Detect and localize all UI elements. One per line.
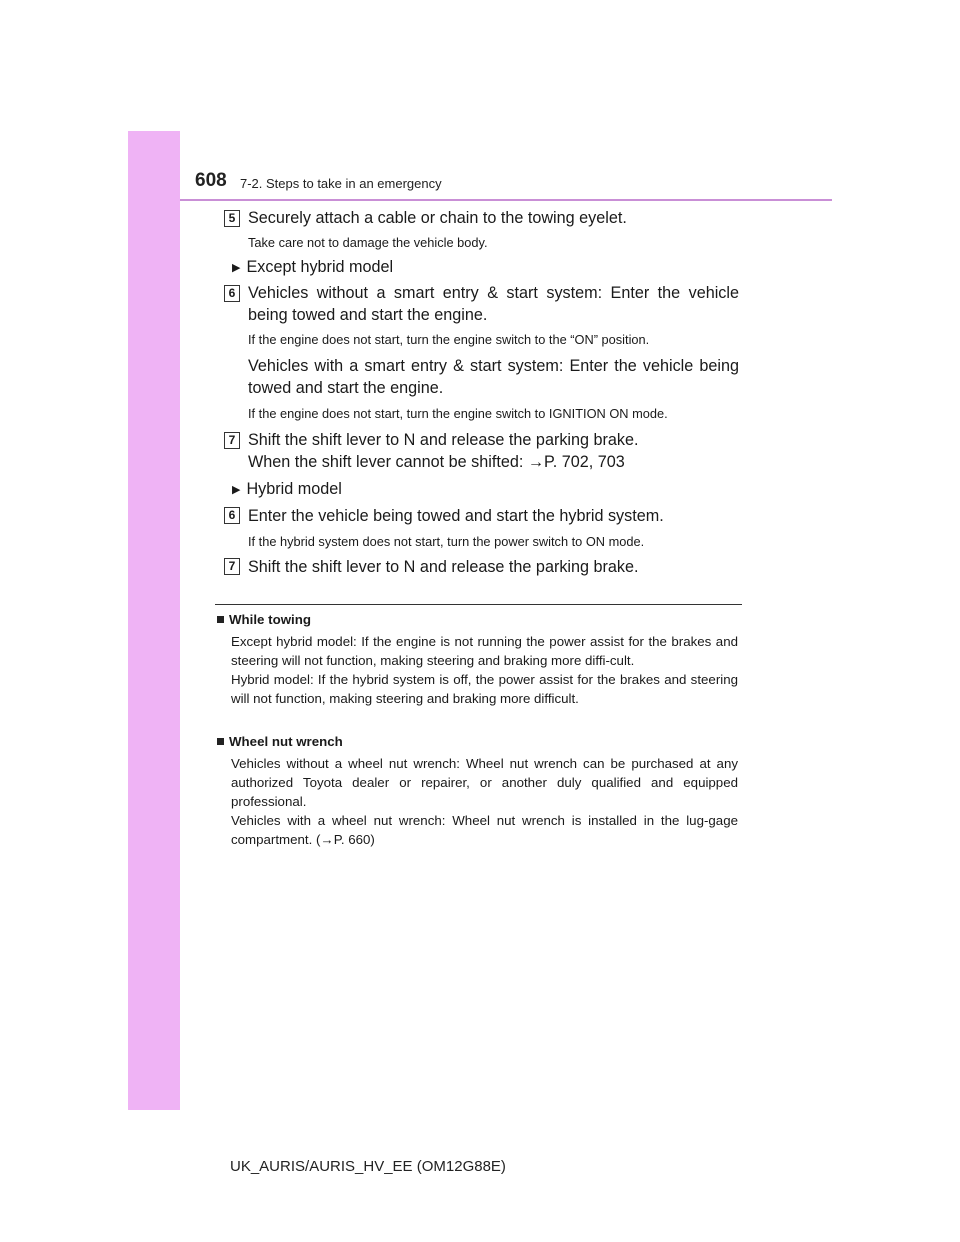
step-number-6: 6 — [224, 507, 240, 524]
step-6a-text-2: Vehicles with a smart entry & start system: Enter the vehicle being towed and start the engine. — [248, 357, 739, 397]
info-heading-label: While towing — [229, 612, 311, 627]
step-number-7: 7 — [224, 558, 240, 575]
variant-except-hybrid — [232, 256, 393, 279]
variant-label: Except hybrid model — [246, 258, 394, 276]
info-paragraph: Except hybrid model: If the engine is not running the power assist for the brakes and steering will not function, making steering and braking more diffi-cult. — [231, 634, 738, 668]
step-6a-text: Vehicles without a smart entry & start system: Enter the vehicle being towed and start the engine. — [248, 284, 739, 324]
info-heading-wrench — [215, 733, 343, 751]
triangle-arrow-icon: ▶ — [232, 262, 241, 274]
variant-hybrid — [232, 478, 342, 501]
square-bullet-icon — [217, 738, 224, 745]
notes-divider — [215, 604, 742, 605]
info-paragraph: Vehicles with a wheel nut wrench: Wheel nut wrench is installed in the lug-gage compartment. (→P. 660) — [231, 813, 738, 847]
step-5-text: Securely attach a cable or chain to the towing eyelet. — [248, 209, 627, 227]
step-6a-note: If the engine does not start, turn the engine switch to the “ON” position. — [248, 332, 650, 347]
step-6b-text: Enter the vehicle being towed and start the hybrid system. — [248, 507, 664, 525]
section-title: 7-2. Steps to take in an emergency — [240, 176, 442, 191]
step-7b-text: Shift the shift lever to N and release the parking brake. — [248, 558, 639, 576]
info-paragraph: Vehicles without a wheel nut wrench: Wheel nut wrench can be purchased at any authorized Toyota dealer or repairer, or another duly qualified and equipped professional. — [231, 756, 738, 809]
step-7a-text: Shift the shift lever to N and release the parking brake. — [248, 431, 639, 449]
variant-label: Hybrid model — [246, 480, 342, 498]
step-number-6: 6 — [224, 285, 240, 302]
step-5-note: Take care not to damage the vehicle body. — [248, 235, 488, 250]
chapter-sidebar-tab — [128, 131, 180, 1110]
square-bullet-icon — [217, 616, 224, 623]
step-6b-note: If the hybrid system does not start, turn the power switch to ON mode. — [248, 534, 645, 549]
info-heading-towing — [215, 611, 311, 629]
step-7a-text-2: When the shift lever cannot be shifted: →P. 702, 703 — [248, 453, 625, 471]
info-body-towing — [231, 632, 738, 708]
triangle-arrow-icon: ▶ — [232, 484, 241, 496]
page-number: 608 — [195, 170, 227, 191]
document-footer: UK_AURIS/AURIS_HV_EE (OM12G88E) — [230, 1158, 506, 1175]
info-paragraph: Hybrid model: If the hybrid system is off, the power assist for the brakes and steering will not function, making steering and braking more difficult. — [231, 672, 738, 706]
info-body-wrench — [231, 754, 738, 849]
header-rule — [180, 199, 832, 201]
info-heading-label: Wheel nut wrench — [229, 734, 343, 749]
step-number-7: 7 — [224, 432, 240, 449]
step-6a-note-2: If the engine does not start, turn the engine switch to IGNITION ON mode. — [248, 406, 668, 421]
step-number-5: 5 — [224, 210, 240, 227]
